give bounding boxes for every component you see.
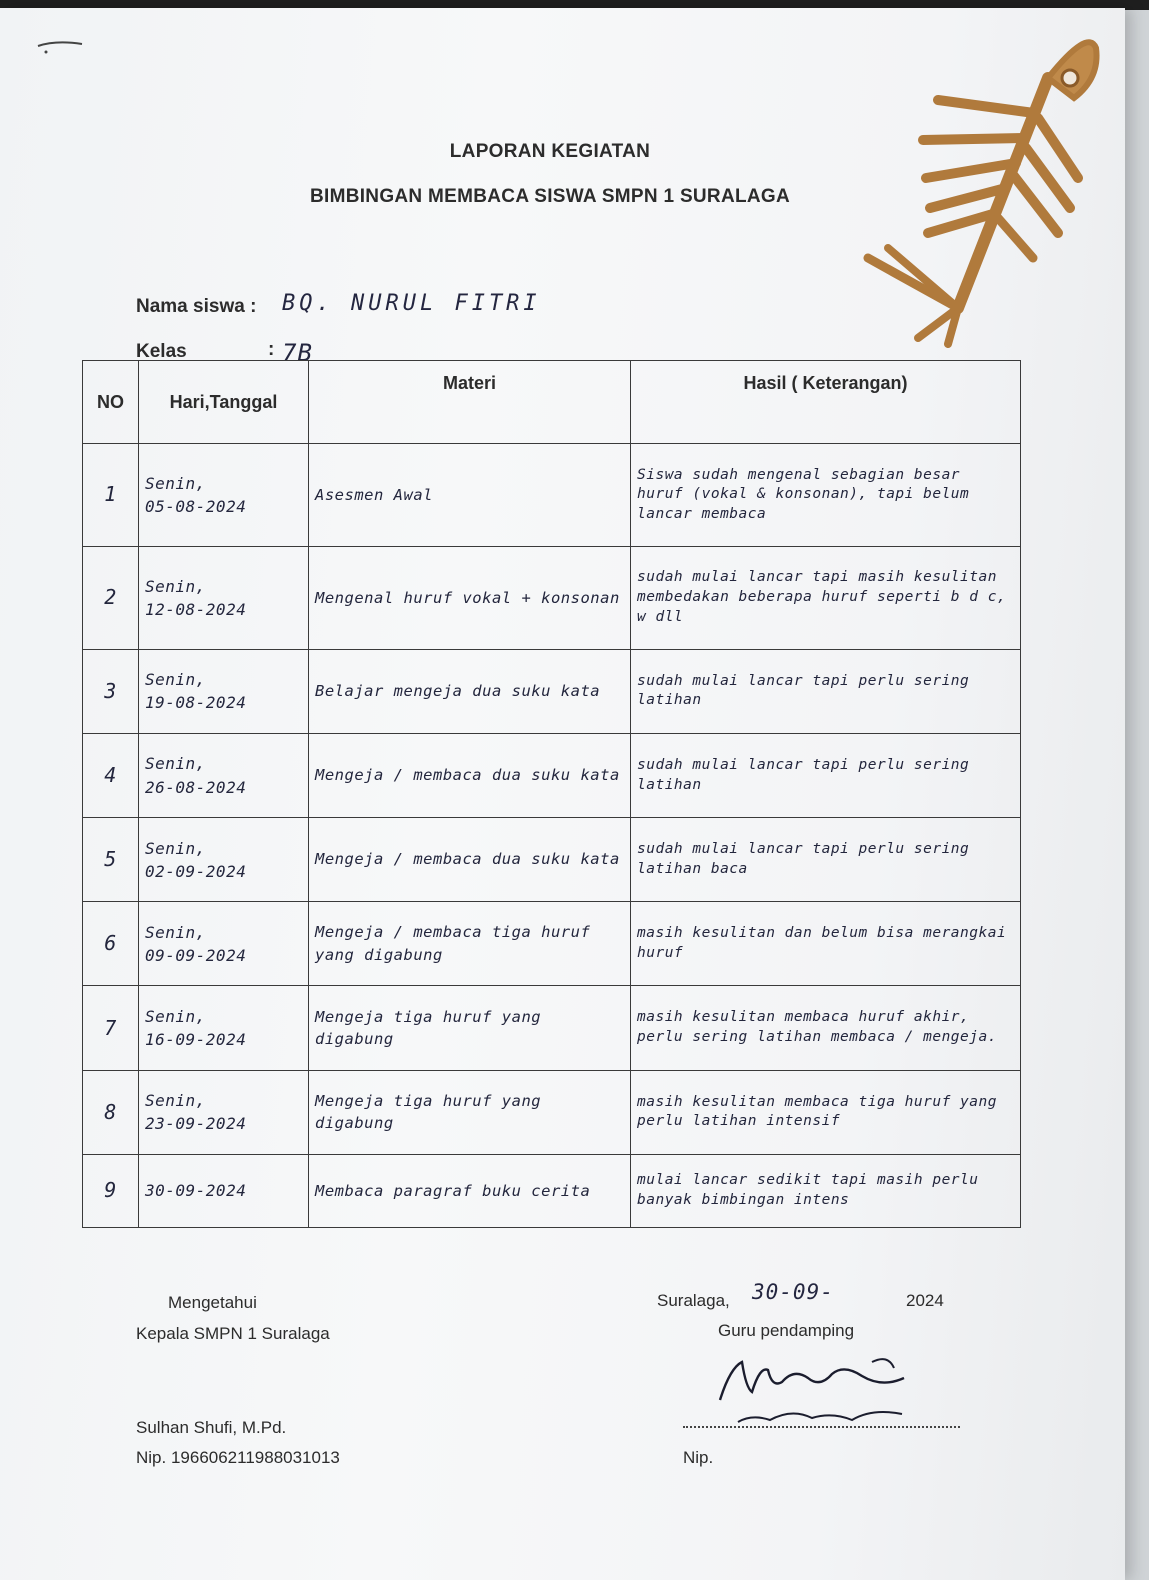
footer-year: 2024 [906, 1291, 944, 1310]
row-hasil: sudah mulai lancar tapi perlu sering latihan [631, 733, 1021, 817]
header-materi: Materi [309, 361, 631, 444]
row-date-cell [139, 818, 309, 902]
row-day: Senin, [145, 1091, 206, 1111]
table-row [83, 818, 1021, 902]
row-date-cell [139, 649, 309, 733]
row-materi: Belajar mengeja dua suku kata [309, 649, 631, 733]
row-no: 4 [83, 733, 139, 817]
footer-date-handwritten: 30-09- [752, 1280, 834, 1304]
teacher-signature [712, 1348, 922, 1434]
row-hasil: masih kesulitan dan belum bisa merangkai huruf [631, 902, 1021, 986]
row-hasil: masih kesulitan membaca huruf akhir, perlu sering latihan membaca / mengeja. [631, 986, 1021, 1070]
header-no: NO [83, 361, 139, 444]
row-no: 2 [83, 546, 139, 649]
row-hasil: masih kesulitan membaca tiga huruf yang perlu latihan intensif [631, 1070, 1021, 1154]
row-hasil: sudah mulai lancar tapi perlu sering latihan [631, 649, 1021, 733]
row-date: 26-08-2024 [145, 777, 247, 797]
row-no: 6 [83, 902, 139, 986]
row-hasil: sudah mulai lancar tapi masih kesulitan membedakan beberapa huruf seperti b d c, w dll [631, 546, 1021, 649]
table-row [83, 1154, 1021, 1227]
row-date: 09-09-2024 [145, 945, 247, 965]
row-date: 02-09-2024 [145, 861, 247, 881]
row-date-cell [139, 733, 309, 817]
student-class-colon: : [268, 339, 275, 360]
row-date-cell [139, 1070, 309, 1154]
fish-bone-bookmark-icon [848, 8, 1118, 348]
row-date: 05-08-2024 [145, 496, 247, 516]
table-row [83, 649, 1021, 733]
row-no: 1 [83, 444, 139, 547]
row-date-cell [139, 444, 309, 547]
student-name-value: BQ. NURUL FITRI [282, 291, 541, 316]
row-date: 12-08-2024 [145, 599, 247, 619]
document-title: LAPORAN KEGIATAN [449, 141, 651, 162]
row-materi: Mengeja / membaca dua suku kata [309, 733, 631, 817]
row-day: Senin, [145, 1006, 206, 1026]
row-day: Senin, [145, 576, 206, 596]
row-materi: Mengeja / membaca tiga huruf yang digabung [309, 902, 631, 986]
row-materi: Mengeja tiga huruf yang digabung [309, 1070, 631, 1154]
footer-teacher-role: Guru pendamping [718, 1321, 855, 1340]
signature-dotted-line [683, 1426, 960, 1428]
table-row [83, 986, 1021, 1070]
table-header-row [83, 361, 1021, 444]
paper-sheet [0, 8, 1125, 1580]
footer-principal-name: Sulhan Shufi, M.Pd. [136, 1418, 287, 1437]
activity-table [82, 360, 1020, 1228]
document-subtitle: BIMBINGAN MEMBACA SISWA SMPN 1 SURALAGA [309, 186, 791, 207]
footer-principal-role: Kepala SMPN 1 Suralaga [136, 1324, 330, 1343]
row-date: 30-09-2024 [145, 1181, 247, 1201]
row-materi: Mengeja / membaca dua suku kata [309, 818, 631, 902]
table-row [83, 546, 1021, 649]
pen-mark-icon [36, 36, 86, 56]
footer-principal-nip: Nip. 196606211988031013 [136, 1448, 340, 1467]
row-no: 7 [83, 986, 139, 1070]
header-hasil: Hasil ( Keterangan) [631, 361, 1021, 444]
row-day: Senin, [145, 473, 206, 493]
row-no: 3 [83, 649, 139, 733]
header-date: Hari,Tanggal [139, 361, 309, 444]
row-materi: Mengeja tiga huruf yang digabung [309, 986, 631, 1070]
table-row [83, 444, 1021, 547]
row-date: 19-08-2024 [145, 693, 247, 713]
student-class-label: Kelas [136, 341, 187, 362]
table-row [83, 1070, 1021, 1154]
row-date-cell [139, 902, 309, 986]
row-materi: Membaca paragraf buku cerita [309, 1154, 631, 1227]
row-date-cell [139, 546, 309, 649]
footer-known-label: Mengetahui [168, 1293, 257, 1312]
row-no: 8 [83, 1070, 139, 1154]
table-row [83, 902, 1021, 986]
row-hasil: Siswa sudah mengenal sebagian besar huruf (vokal & konsonan), tapi belum lancar membaca [631, 444, 1021, 547]
student-name-label: Nama siswa : [136, 296, 257, 317]
row-day: Senin, [145, 838, 206, 858]
row-day: Senin, [145, 754, 206, 774]
row-date-cell [139, 986, 309, 1070]
row-date: 16-09-2024 [145, 1030, 247, 1050]
row-date: 23-09-2024 [145, 1114, 247, 1134]
row-no: 9 [83, 1154, 139, 1227]
footer-place: Suralaga, [657, 1291, 730, 1310]
row-day: Senin, [145, 670, 206, 690]
table-row [83, 733, 1021, 817]
row-no: 5 [83, 818, 139, 902]
footer-teacher-nip: Nip. [683, 1448, 714, 1467]
student-class-value: 7B [282, 339, 313, 367]
row-date-cell [139, 1154, 309, 1227]
row-hasil: mulai lancar sedikit tapi masih perlu banyak bimbingan intens [631, 1154, 1021, 1227]
row-day: Senin, [145, 922, 206, 942]
row-materi: Asesmen Awal [309, 444, 631, 547]
row-hasil: sudah mulai lancar tapi perlu sering latihan baca [631, 818, 1021, 902]
row-materi: Mengenal huruf vokal + konsonan [309, 546, 631, 649]
